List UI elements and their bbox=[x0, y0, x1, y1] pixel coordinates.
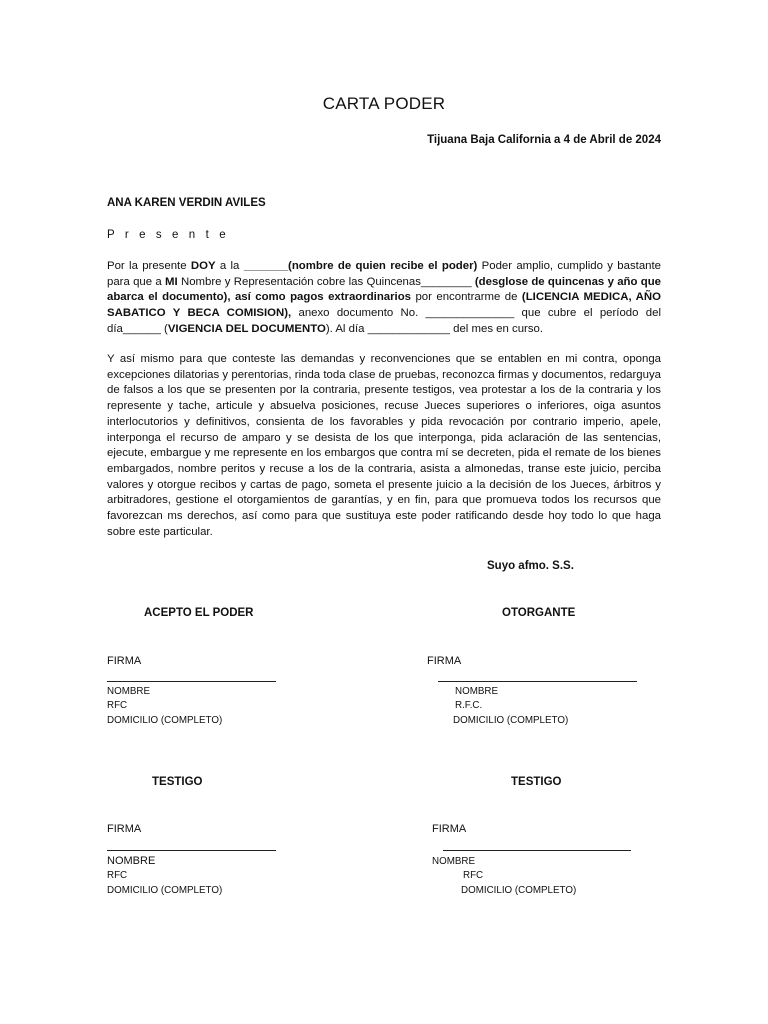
paragraph-grant-bold: VIGENCIA DEL DOCUMENTO bbox=[167, 322, 326, 335]
paragraph-grant-bold: _______(nombre de quien recibe el poder) bbox=[243, 260, 478, 272]
otorgante-rfc-label: R.F.C. bbox=[455, 700, 483, 711]
paragraph-grant-text: por encontrarme de bbox=[411, 291, 522, 304]
otorgante-signature-line bbox=[438, 681, 637, 682]
testigo1-heading: TESTIGO bbox=[152, 776, 203, 788]
acepto-signature-line bbox=[107, 681, 276, 682]
testigo2-rfc-label: RFC bbox=[463, 870, 484, 881]
paragraph-grant-bold: DOY bbox=[190, 260, 216, 272]
addressee-name: ANA KAREN VERDIN AVILES bbox=[107, 197, 266, 209]
testigo2-domicilio-label: DOMICILIO (COMPLETO) bbox=[461, 885, 577, 896]
closing-line: Suyo afmo. S.S. bbox=[487, 560, 574, 572]
paragraph-grant-bold: (desglose de quincenas y año que abarca el documento), así como pagos extraordinarios bbox=[107, 275, 661, 304]
otorgante-nombre-label: NOMBRE bbox=[455, 686, 499, 697]
place-and-date: Tijuana Baja California a 4 de Abril de 2024 bbox=[427, 134, 661, 146]
testigo2-heading: TESTIGO bbox=[511, 776, 562, 788]
acepto-firma-label: FIRMA bbox=[107, 655, 142, 667]
testigo2-firma-label: FIRMA bbox=[432, 823, 467, 835]
paragraph-grant bbox=[107, 259, 661, 338]
paragraph-grant-bold: MI bbox=[165, 275, 178, 288]
testigo1-nombre-label: NOMBRE bbox=[107, 855, 156, 867]
document-title: CARTA PODER bbox=[322, 94, 446, 113]
paragraph-grant-text: a la bbox=[215, 260, 244, 272]
paragraph-grant-text: ). Al día _____________ del mes en curso. bbox=[325, 322, 544, 335]
testigo1-domicilio-label: DOMICILIO (COMPLETO) bbox=[107, 885, 223, 896]
paragraph-grant-text: anexo documento No. ______________ que cubre el período del día______ ( bbox=[107, 307, 661, 335]
acepto-nombre-label: NOMBRE bbox=[107, 686, 151, 697]
testigo2-signature-line bbox=[443, 850, 631, 851]
acepto-heading: ACEPTO EL PODER bbox=[144, 607, 254, 619]
acepto-rfc-label: RFC bbox=[107, 700, 128, 711]
testigo1-rfc-label: RFC bbox=[107, 870, 128, 881]
otorgante-firma-label: FIRMA bbox=[427, 655, 462, 667]
paragraph-grant-text: Poder amplio, cumplido y bastante para que a bbox=[107, 260, 661, 288]
paragraph-grant-text: Por la presente bbox=[107, 260, 191, 272]
acepto-domicilio-label: DOMICILIO (COMPLETO) bbox=[107, 715, 223, 726]
otorgante-domicilio-label: DOMICILIO (COMPLETO) bbox=[453, 715, 569, 726]
paragraph-grant-bold: (LICENCIA MEDICA, AÑO SABATICO Y BECA COMISION), bbox=[107, 291, 661, 320]
testigo2-nombre-label: NOMBRE bbox=[432, 856, 476, 867]
salutation: P r e s e n t e bbox=[107, 229, 230, 241]
testigo1-firma-label: FIRMA bbox=[107, 823, 142, 835]
paragraph-grant-text: Nombre y Representación cobre las Quincenas________ bbox=[177, 275, 475, 288]
otorgante-heading: OTORGANTE bbox=[502, 607, 576, 619]
paragraph-powers: Y así mismo para que conteste las demandas y reconvenciones que se entablen en mi contra, oponga excepciones dilatorias y perentorias, rinda toda clase de pruebas, reconozca firmas y documentos, redarguya de falsos a los que se presenten por la contraria, presente testigos, vea protestar a los de la contraria y los represente y tache, articule y absuelva posiciones, recuse Jueces superiores o inferiores, oiga asuntos interlocutorios y definitivos, consienta de los favorables y pida revocación por contrario imperio, apele, interponga el recurso de amparo y se desista de los que interponga, pida aclaración de las sentencias, ejecute, embargue y me represente en los embargos que contra mí se decreten, pida el remate de los bienes embargados, nombre peritos y recuse a los de la contraria, asista a almonedas, transe este juicio, perciba valores y otorgue recibos y cartas de pago, someta el presente juicio a la decisión de los Jueces, árbitros y arbitradores, gestione el otorgamientos de garantías, y en fin, para que promueva todos los recursos que favorezcan ms derechos, así como para que sustituya este poder ratificando desde hoy todo lo que haga sobre este particular. bbox=[107, 353, 661, 538]
testigo1-signature-line bbox=[107, 850, 276, 851]
